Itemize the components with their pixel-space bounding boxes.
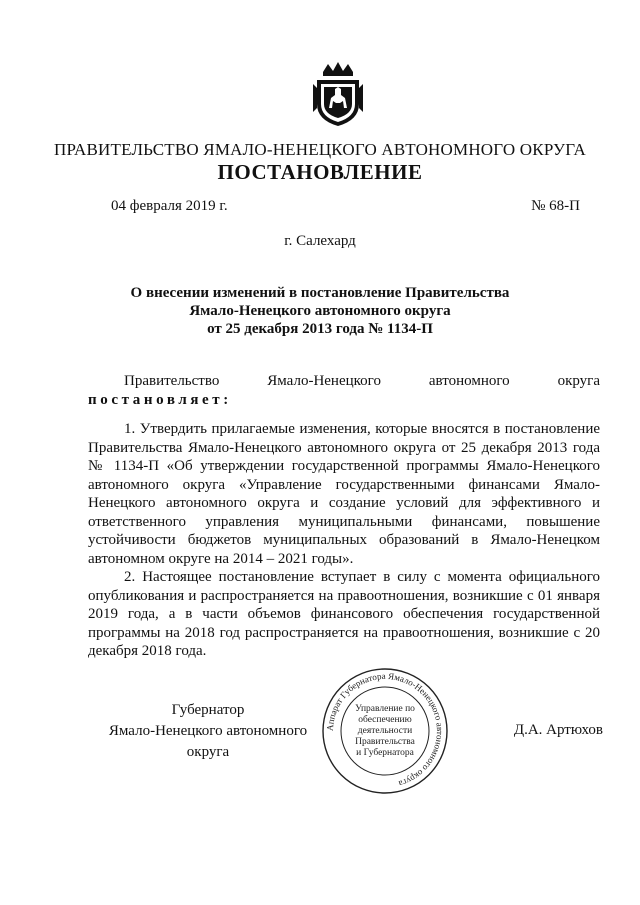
- decree-word: постановляет:: [88, 392, 232, 408]
- document-type: ПОСТАНОВЛЕНИЕ: [217, 160, 423, 184]
- signatory-title-line: Ямало-Ненецкого автономного округа: [108, 723, 308, 760]
- stamp-center-line: обеспечению: [358, 715, 412, 725]
- stamp-ring-text: Аппарат Губернатора Ямало-Ненецкого автономного округа: [324, 670, 446, 789]
- subject-line: от 25 декабря 2013 года № 1134-П: [207, 321, 433, 337]
- subject-line: О внесении изменений в постановление Правительства: [130, 285, 510, 301]
- stamp-center-line: Правительства: [355, 737, 415, 747]
- document-city: г. Салехард: [284, 233, 356, 249]
- signatory-title-line: Губернатор: [171, 702, 245, 718]
- subject-line: Ямало-Ненецкого автономного округа: [189, 303, 451, 319]
- paragraph: 1. Утвердить прилагаемые изменения, которые вносятся в постановление Правительства Ямало-Ненецкого автономного округа от 25 декабря 2013 года № 1134-П «Об утверждении государственной программы Ямало-Ненецкого автономного округа «Управление государственными финансами Ямало-Ненецкого автономного округа и создание условий для эффективного и ответственного управления муниципальными финансами, повышение устойчивости бюджетов муниципальных образований в Ямало-Ненецком автономном округе на 2014 – 2021 годы».: [88, 421, 600, 567]
- organization-title: ПРАВИТЕЛЬСТВО ЯМАЛО-НЕНЕЦКОГО АВТОНОМНОГО ОКРУГА: [54, 140, 586, 159]
- preamble-word: Правительство: [124, 373, 220, 389]
- document-date: 04 февраля 2019 г.: [111, 198, 228, 214]
- stamp-center-line: и Губернатора: [356, 748, 414, 758]
- stamp-center-line: Управление по: [355, 704, 415, 714]
- signatory-title: [88, 700, 328, 763]
- preamble: [88, 372, 600, 410]
- document-body: [88, 420, 600, 661]
- coat-of-arms-icon: [311, 58, 365, 130]
- preamble-line: [88, 372, 600, 391]
- signatory-name: Д.А. Артюхов: [513, 722, 603, 738]
- preamble-word: автономного: [428, 373, 510, 389]
- document-subject: [0, 284, 640, 338]
- paragraph: 2. Настоящее постановление вступает в силу с момента официального опубликования и распространяется на правоотношения, возникшие с 01 января 2019 года, а в части объемов финансового обеспечения государственной программы на 2018 год распространяется на правоотношения, возникшие с 20 декабря 2018 года.: [88, 569, 600, 659]
- document-number: № 68-П: [531, 198, 580, 214]
- preamble-word: округа: [557, 373, 600, 389]
- official-stamp: [320, 666, 450, 796]
- stamp-center-line: деятельности: [357, 726, 413, 736]
- preamble-word: Ямало-Ненецкого: [267, 373, 381, 389]
